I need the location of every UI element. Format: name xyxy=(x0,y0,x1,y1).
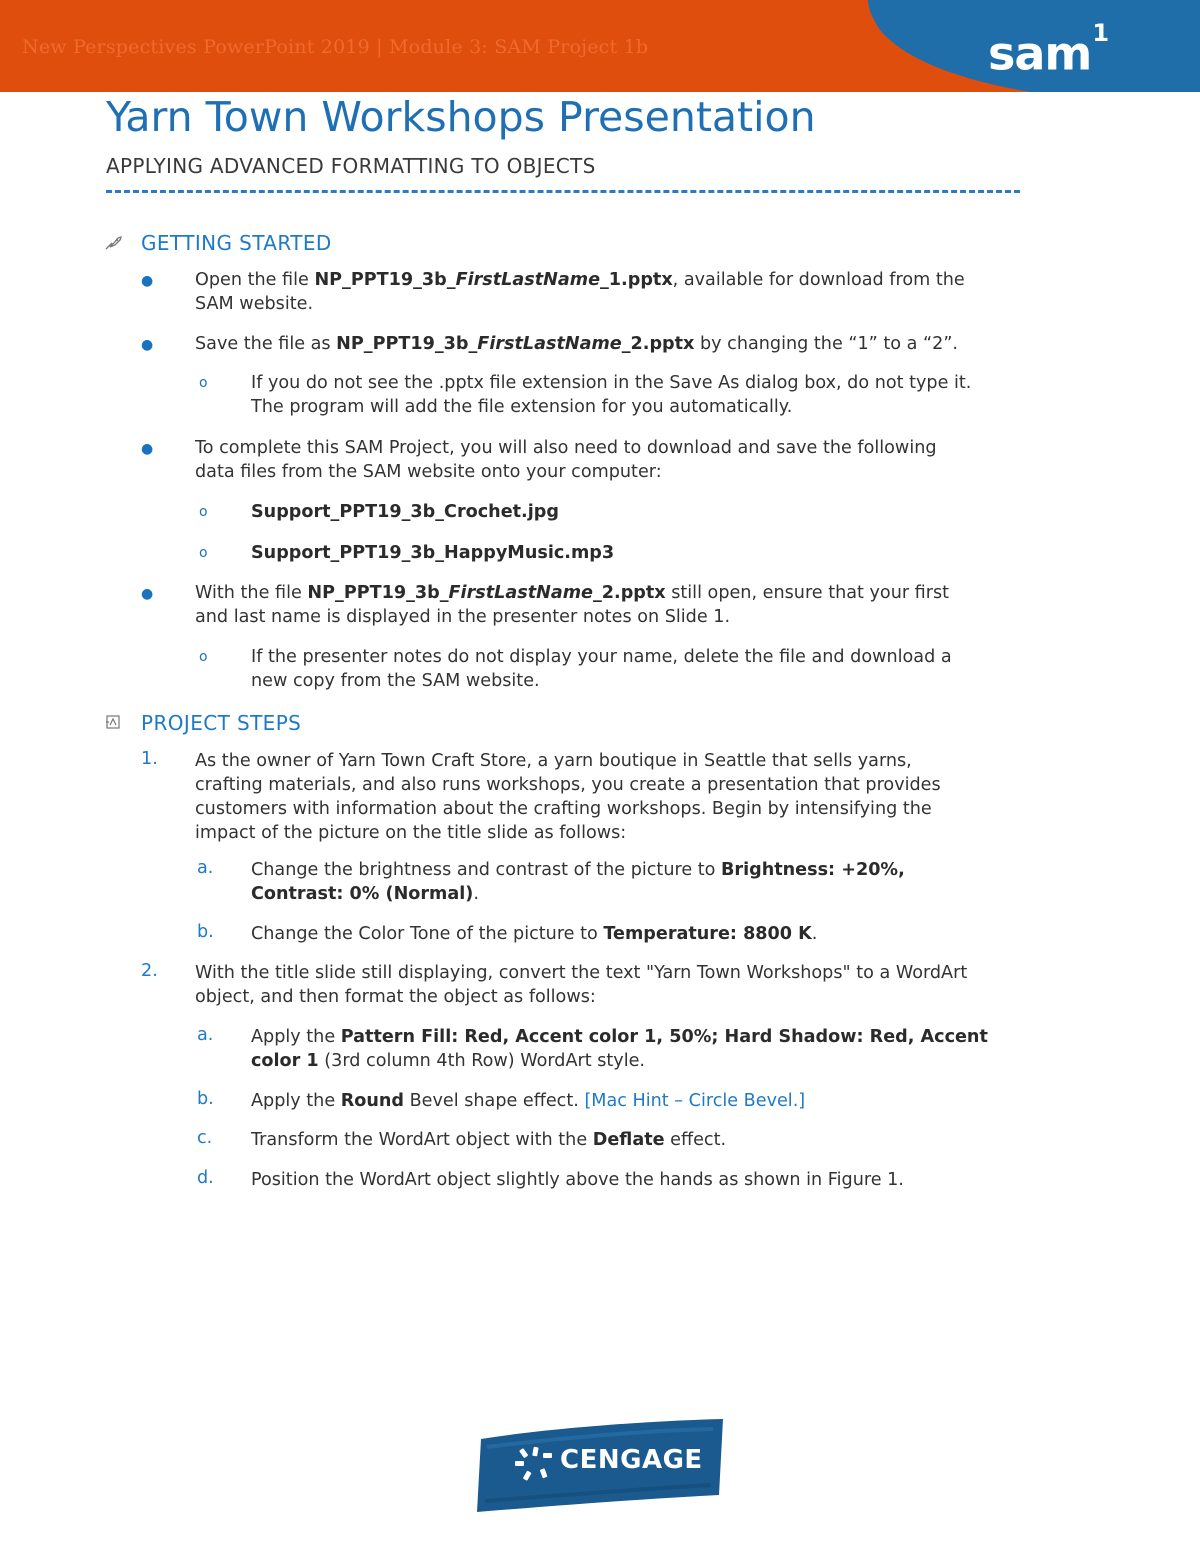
list-item: With the file NP_PPT19_3b_FirstLastName_2.pptx still open, ensure that your first and last name is displayed in the presenter notes on Slide 1. xyxy=(195,583,950,627)
sub-bullet-icon: o xyxy=(199,375,208,391)
rocket-icon xyxy=(104,235,124,251)
sam-logo xyxy=(988,19,1109,81)
sam-logo-sup: 1 xyxy=(1092,19,1109,47)
list-item xyxy=(195,268,1095,316)
item-text: , available for download from the xyxy=(672,270,965,290)
sub-step-text: Position the WordArt object slightly above the hands as shown in Figure 1. xyxy=(251,1170,904,1190)
bullet-icon: ● xyxy=(141,273,154,289)
section-heading-project-steps: PROJECT STEPS xyxy=(141,711,302,735)
sub-step-letter: c. xyxy=(197,1128,213,1148)
file-name: Support_PPT19_3b_HappyMusic.mp3 xyxy=(251,543,615,563)
section-heading-getting-started: GETTING STARTED xyxy=(141,231,332,255)
bullet-icon: ● xyxy=(141,337,154,353)
sub-step-text: Apply the Round Bevel shape effect. [Mac Hint – Circle Bevel.] xyxy=(251,1091,806,1111)
page-title: Yarn Town Workshops Presentation xyxy=(106,93,816,141)
sub-list-item: If the presenter notes do not display your name, delete the file and download a new copy from the SAM website. xyxy=(251,647,952,691)
bullet-icon: ● xyxy=(141,586,154,602)
sam-logo-text: sam xyxy=(988,26,1092,81)
bullet-icon: ● xyxy=(141,441,154,457)
sub-step-letter: b. xyxy=(197,1089,214,1109)
sub-list-item xyxy=(251,500,559,524)
mac-hint: [Mac Hint – Circle Bevel.] xyxy=(584,1091,806,1111)
page-subtitle: APPLYING ADVANCED FORMATTING TO OBJECTS xyxy=(106,154,596,178)
list-item: To complete this SAM Project, you will also need to download and save the following data files from the SAM website onto your computer: xyxy=(195,438,937,482)
sub-step-text: Change the brightness and contrast of the picture to Brightness: +20%, Contrast: 0% (Normal). xyxy=(251,860,905,904)
file-name: Support_PPT19_3b_Crochet.jpg xyxy=(251,502,559,522)
sub-bullet-icon: o xyxy=(199,504,208,520)
sub-step-letter: b. xyxy=(197,922,214,942)
divider xyxy=(106,190,1020,193)
sub-step-text: Change the Color Tone of the picture to Temperature: 8800 K. xyxy=(251,924,818,944)
file-name: NP_PPT19_3b_FirstLastName_2.pptx xyxy=(307,583,666,603)
cengage-logo-text: CENGAGE xyxy=(560,1445,703,1475)
sub-step-letter: d. xyxy=(197,1168,214,1188)
sub-step-text: Apply the Pattern Fill: Red, Accent color 1, 50%; Hard Shadow: Red, Accent color 1 (3rd column 4th Row) WordArt style. xyxy=(251,1027,988,1071)
item-text: by changing the “1” to a “2”. xyxy=(694,334,959,354)
item-text: SAM website. xyxy=(195,294,314,314)
sub-bullet-icon: o xyxy=(199,545,208,561)
step-text: As the owner of Yarn Town Craft Store, a yarn boutique in Seattle that sells yarns, crafting materials, and also runs workshops, you create a presentation that provides customers with information about the crafting workshops. Begin by intensifying the impact of the picture on the title slide as follows: xyxy=(195,751,941,843)
banner-text: New Perspectives PowerPoint 2019 | Module 3: SAM Project 1b xyxy=(22,36,649,58)
sub-list-item xyxy=(251,541,614,565)
step-text: With the title slide still displaying, convert the text "Yarn Town Workshops" to a WordArt object, and then format the object as follows: xyxy=(195,963,968,1007)
item-text: Open the file xyxy=(195,270,315,290)
sub-list-item: If you do not see the .pptx file extension in the Save As dialog box, do not type it. The program will add the file extension for you automatically. xyxy=(251,373,972,417)
sub-step-letter: a. xyxy=(197,1025,214,1045)
file-name: NP_PPT19_3b_FirstLastName_1.pptx xyxy=(314,270,673,290)
header-banner xyxy=(0,0,1200,92)
sub-bullet-icon: o xyxy=(199,649,208,665)
item-text: Save the file as xyxy=(195,334,337,354)
sub-step-letter: a. xyxy=(197,858,214,878)
steps-icon xyxy=(104,714,124,730)
step-number: 2. xyxy=(141,961,158,981)
step-number: 1. xyxy=(141,749,158,769)
list-item xyxy=(195,332,1095,356)
sub-step-text: Transform the WordArt object with the Deflate effect. xyxy=(251,1130,727,1150)
file-name: NP_PPT19_3b_FirstLastName_2.pptx xyxy=(336,334,695,354)
